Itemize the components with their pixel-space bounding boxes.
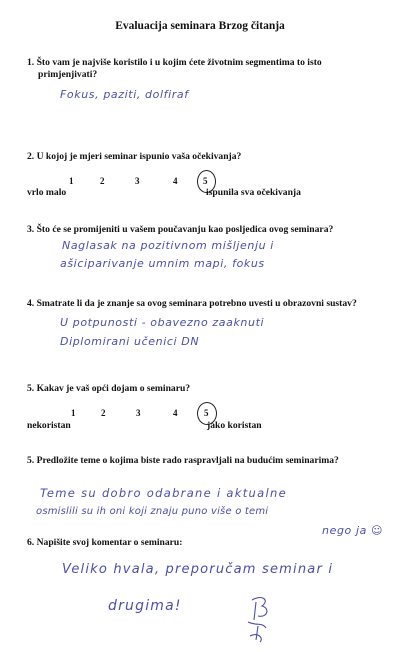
answer-5b-line-1: Teme su dobro odabrane i aktualne	[40, 486, 287, 500]
scale-2-number-5: 5	[203, 176, 208, 186]
scale-2-number-2: 2	[100, 176, 105, 186]
scale-5-number-4: 4	[173, 408, 178, 418]
scale-5-number-2: 2	[101, 408, 106, 418]
question-5: 5. Kakav je vaš opći dojam o seminaru?	[27, 383, 191, 394]
form-title: Evaluacija seminara Brzog čitanja	[115, 20, 285, 32]
scale-5-high-label: jako koristan	[207, 420, 262, 431]
answer-3-line-1: Naglasak na pozitivnom mišljenju i	[62, 239, 274, 252]
answer-4-line-1: U potpunosti - obavezno zaaknuti	[60, 316, 265, 329]
answer-4-line-2: Diplomirani učenici DN	[60, 335, 200, 348]
question-1-line-2: primjenjivati?	[38, 69, 98, 80]
answer-1: Fokus, paziti, dolfiraf	[60, 88, 189, 101]
question-6: 6. Napišite svoj komentar o seminaru:	[27, 537, 183, 548]
scale-5-number-5: 5	[204, 408, 209, 418]
answer-6-line-1: Veliko hvala, preporučam seminar i	[62, 562, 334, 577]
question-5b: 5. Predložite teme o kojima biste rado raspravljali na budućim seminarima?	[27, 455, 339, 466]
scale-2-high-label: ispunila sva očekivanja	[206, 187, 301, 198]
question-2: 2. U kojoj je mjeri seminar ispunio vaša očekivanja?	[27, 151, 242, 162]
scale-2-number-3: 3	[135, 176, 140, 186]
question-3: 3. Što će se promijeniti u vašem poučavanju kao posljedica ovog seminara?	[27, 224, 334, 235]
answer-3-line-2: ašiciparivanje umnim mapi, fokus	[60, 257, 265, 270]
scale-5-low-label: nekoristan	[27, 420, 71, 431]
question-4: 4. Smatrate li da je znanje sa ovog seminara potrebno uvesti u obrazovni sustav?	[27, 298, 357, 309]
answer-5b-line-2: osmislili su ih oni koji znaju puno više o temi	[36, 506, 269, 517]
answer-5b-line-3: nego ja ☺	[322, 524, 384, 537]
question-1	[27, 57, 322, 81]
scale-5-number-3: 3	[136, 408, 141, 418]
question-1-line-1: 1. Što vam je najviše koristilo i u kojim ćete životnim segmentima to isto	[27, 57, 322, 68]
scale-2-number-4: 4	[173, 176, 178, 186]
scale-5-number-1: 1	[71, 408, 76, 418]
signature-doodle	[240, 592, 280, 644]
answer-6-line-2: drugima!	[108, 598, 182, 614]
scale-2-number-1: 1	[69, 176, 74, 186]
scale-2-low-label: vrlo malo	[27, 187, 67, 198]
